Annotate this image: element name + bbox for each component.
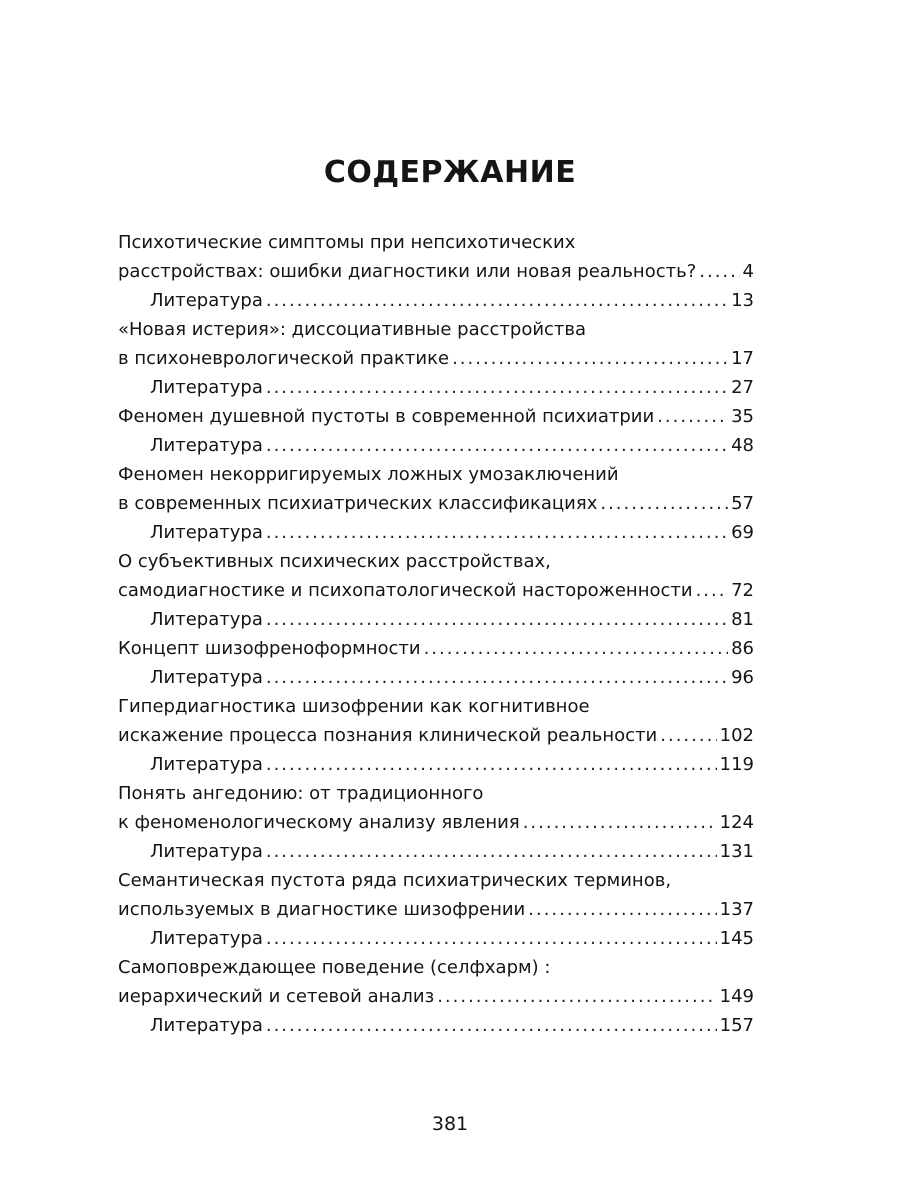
toc-entry-title: О субъективных психических расстройствах, (118, 551, 551, 572)
page-number: 381 (431, 1113, 469, 1135)
toc-entry-line (118, 866, 754, 895)
dot-leader (452, 344, 728, 373)
dot-leader (657, 402, 728, 431)
toc-page-number: 137 (719, 899, 754, 920)
toc-entry-line (118, 895, 754, 924)
toc-subentry (118, 924, 754, 953)
dot-leader (266, 286, 728, 315)
dot-leader (266, 663, 728, 692)
toc-entry-title: Концепт шизофреноформности (118, 638, 421, 659)
toc-entry-line (118, 953, 754, 982)
toc-entry-title: Психотические симптомы при непсихотических (118, 232, 576, 253)
toc-subentry (118, 750, 754, 779)
dot-leader (600, 489, 728, 518)
table-of-contents (118, 228, 754, 1040)
toc-subentry (118, 837, 754, 866)
dot-leader (266, 518, 728, 547)
toc-page-number: 149 (719, 986, 754, 1007)
toc-entry-title: расстройствах: ошибки диагностики или новая реальность? (118, 261, 697, 282)
toc-entry-title: «Новая истерия»: диссоциативные расстройства (118, 319, 587, 340)
toc-entry-title: в современных психиатрических классификациях (118, 493, 598, 514)
toc-page-number: 27 (731, 377, 754, 398)
toc-entry-line (118, 402, 754, 431)
dot-leader (266, 1011, 717, 1040)
toc-subentry (118, 373, 754, 402)
toc-subentry-title: Литература (150, 754, 263, 775)
dot-leader (424, 634, 729, 663)
toc-entry-line (118, 489, 754, 518)
dot-leader (696, 576, 729, 605)
toc-entry-title: Понять ангедонию: от традиционного (118, 783, 484, 804)
toc-subentry (118, 286, 754, 315)
toc-page-number: 13 (731, 290, 754, 311)
toc-entry-title: Семантическая пустота ряда психиатрических терминов, (118, 870, 672, 891)
toc-page-number: 72 (731, 580, 754, 601)
toc-entry-line (118, 576, 754, 605)
toc-entry-line (118, 808, 754, 837)
toc-subentry (118, 518, 754, 547)
toc-subentry-title: Литература (150, 435, 263, 456)
toc-subentry-title: Литература (150, 1015, 263, 1036)
toc-subentry (118, 1011, 754, 1040)
toc-entry-line (118, 982, 754, 1011)
toc-subentry-title: Литература (150, 522, 263, 543)
toc-page-number: 48 (731, 435, 754, 456)
toc-entry-title: самодиагностике и психопатологической настороженности (118, 580, 693, 601)
toc-entry-line (118, 257, 754, 286)
toc-subentry (118, 431, 754, 460)
toc-entry-title: к феноменологическому анализу явления (118, 812, 520, 833)
toc-entry-line (118, 692, 754, 721)
toc-page-number: 86 (731, 638, 754, 659)
toc-page-number: 57 (731, 493, 754, 514)
dot-leader (266, 431, 728, 460)
toc-subentry-title: Литература (150, 290, 263, 311)
toc-page-number: 96 (731, 667, 754, 688)
page-title: СОДЕРЖАНИЕ (323, 155, 577, 190)
toc-page-number: 69 (731, 522, 754, 543)
toc-subentry-title: Литература (150, 609, 263, 630)
toc-entry-line (118, 344, 754, 373)
toc-page-number: 119 (719, 754, 754, 775)
dot-leader (266, 750, 717, 779)
toc-page-number: 81 (731, 609, 754, 630)
toc-entry-title: искажение процесса познания клинической реальности (118, 725, 658, 746)
toc-entry-line (118, 547, 754, 576)
toc-entry-line (118, 460, 754, 489)
toc-page-number: 124 (719, 812, 754, 833)
toc-subentry-title: Литература (150, 667, 263, 688)
toc-entry-line (118, 634, 754, 663)
toc-entry-line (118, 779, 754, 808)
dot-leader (266, 605, 728, 634)
toc-page-number: 17 (731, 348, 754, 369)
dot-leader (266, 924, 717, 953)
toc-subentry (118, 663, 754, 692)
toc-page-number: 131 (719, 841, 754, 862)
toc-subentry (118, 605, 754, 634)
dot-leader (660, 721, 716, 750)
toc-subentry-title: Литература (150, 377, 263, 398)
toc-entry-title: иерархический и сетевой анализ (118, 986, 435, 1007)
toc-entry-title: в психоневрологической практике (118, 348, 450, 369)
dot-leader (266, 837, 717, 866)
toc-subentry-title: Литература (150, 928, 263, 949)
toc-page-number: 145 (719, 928, 754, 949)
dot-leader (437, 982, 716, 1011)
toc-entry-line (118, 228, 754, 257)
toc-entry-line (118, 315, 754, 344)
dot-leader (523, 808, 717, 837)
toc-entry-title: Феномен некорригируемых ложных умозаключений (118, 464, 619, 485)
dot-leader (266, 373, 728, 402)
toc-entry-line (118, 721, 754, 750)
toc-page-number: 35 (731, 406, 754, 427)
toc-entry-title: Феномен душевной пустоты в современной психиатрии (118, 406, 655, 427)
toc-entry-title: Самоповреждающее поведение (селфхарм) : (118, 957, 551, 978)
toc-page-number: 157 (719, 1015, 754, 1036)
toc-subentry-title: Литература (150, 841, 263, 862)
toc-page-number: 102 (719, 725, 754, 746)
dot-leader (699, 257, 739, 286)
toc-page-number: 4 (742, 261, 754, 282)
dot-leader (528, 895, 716, 924)
toc-entry-title: используемых в диагностике шизофрении (118, 899, 526, 920)
toc-entry-title: Гипердиагностика шизофрении как когнитивное (118, 696, 590, 717)
